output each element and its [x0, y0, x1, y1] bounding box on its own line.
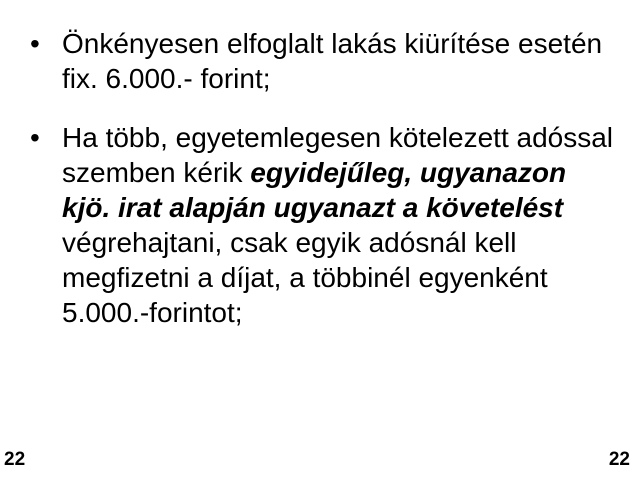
bullet-dot-icon: • — [30, 122, 40, 153]
bullet-item-joint-debtors — [28, 120, 618, 330]
bullet-text-emphasis: egyidejűleg, ugyanazon kjö. irat alapján ugyanazt a követelést — [62, 157, 567, 223]
bullet-text-after: végrehajtani, csak egyik adósnál kell megfizetni a díjat, a többinél egyenként 5.000.-forintot; — [62, 227, 548, 328]
bullet-dot-icon: • — [30, 28, 40, 59]
page-number-left: 22 — [4, 449, 26, 470]
bullet-text: Önkényesen elfoglalt lakás kiürítése esetén fix. 6.000.- forint; — [62, 28, 603, 94]
bullet-list — [28, 26, 618, 330]
bullet-item-fixed-fee — [28, 26, 618, 96]
bullet-text-before: Ha több, egyetemlegesen kötelezett adóssal szemben kérik — [62, 122, 614, 188]
page-number-right: 22 — [608, 449, 630, 470]
